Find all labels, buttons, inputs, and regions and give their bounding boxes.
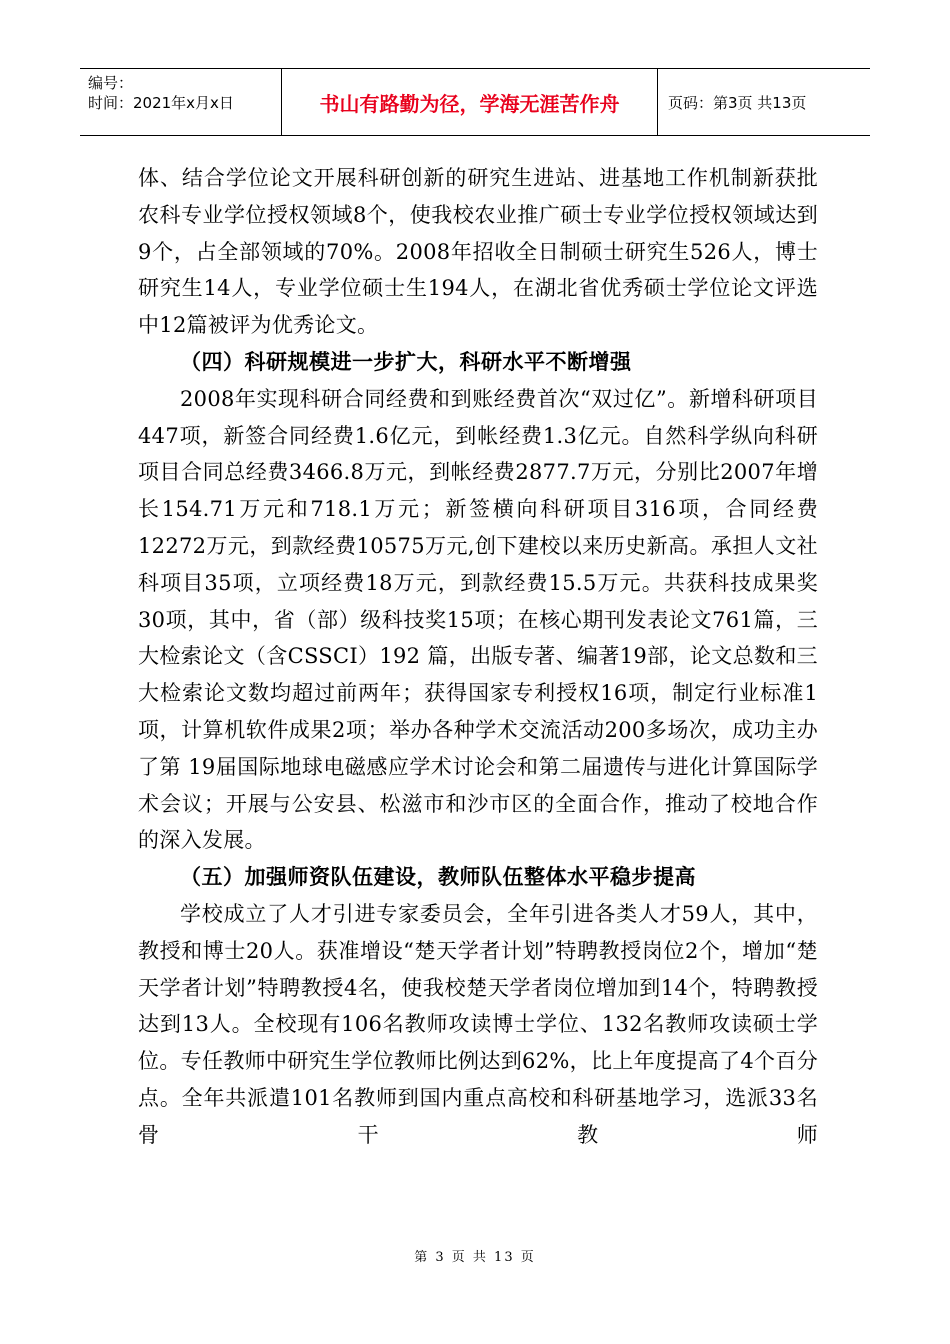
section-heading-research: （四）科研规模进一步扩大，科研水平不断增强 — [180, 349, 632, 374]
document-body — [138, 160, 818, 1154]
section-heading-faculty: （五）加强师资队伍建设，教师队伍整体水平稳步提高 — [180, 865, 696, 890]
header-motto: 书山有路勤为径，学海无涯苦作舟 — [282, 69, 658, 135]
header-meta — [80, 69, 282, 135]
paragraph-research: 2008年实现科研合同经费和到账经费首次“双过亿”。新增科研项目447项，新签合同经费1.6亿元，到帐经费1.3亿元。自然科学纵向科研项目合同总经费3466.8万元，到帐经费2877.7万元，分别比2007年增长154.71万元和718.1万元；新签横向科研项目316项，合同经费12272万元，到款经费10575万元,创下建校以来历史新高。承担人文社科项目35项，立项经费18万元，到款经费15.5万元。共获科技成果奖30项，其中，省（部）级科技奖15项；在核心期刊发表论文761篇，三大检索论文（含CSSCI）192 篇，出版专著、编著19部，论文总数和三大检索论文数均超过前两年；获得国家专利授权16项，制定行业标准1项，计算机软件成果2项；举办各种学术交流活动200多场次，成功主办了第 19届国际地球电磁感应学术讨论会和第二届遗传与进化计算国际学术会议；开展与公安县、松滋市和沙市区的全面合作，推动了校地合作的深入发展。 — [138, 386, 818, 853]
page-footer: 第 3 页 共 13 页 — [414, 1250, 536, 1265]
paragraph-graduate-education: 体、结合学位论文开展科研创新的研究生进站、进基地工作机制新获批农科专业学位授权领域8个，使我校农业推广硕士专业学位授权领域达到9个，占全部领域的70%。2008年招收全日制硕士研究生526人，博士研究生14人，专业学位硕士生194人，在湖北省优秀硕士学位论文评选中12篇被评为优秀论文。 — [138, 166, 818, 338]
document-time-label: 时间：2021年x月x日 — [88, 94, 234, 112]
page-header — [80, 68, 870, 136]
paragraph-faculty: 学校成立了人才引进专家委员会，全年引进各类人才59人，其中，教授和博士20人。获准增设“楚天学者计划”特聘教授岗位2个，增加“楚天学者计划”特聘教授4名，使我校楚天学者岗位增加到14个，特聘教授达到13人。全校现有106名教师攻读博士学位、132名教师攻读硕士学位。专任教师中研究生学位教师比例达到62%，比上年度提高了4个百分点。全年共派遣101名教师到国内重点高校和科研基地学习，选派33名骨干教师 — [138, 901, 818, 1147]
document-number-label: 编号： — [88, 74, 134, 92]
header-page-info: 页码：第3页 共13页 — [668, 93, 807, 112]
